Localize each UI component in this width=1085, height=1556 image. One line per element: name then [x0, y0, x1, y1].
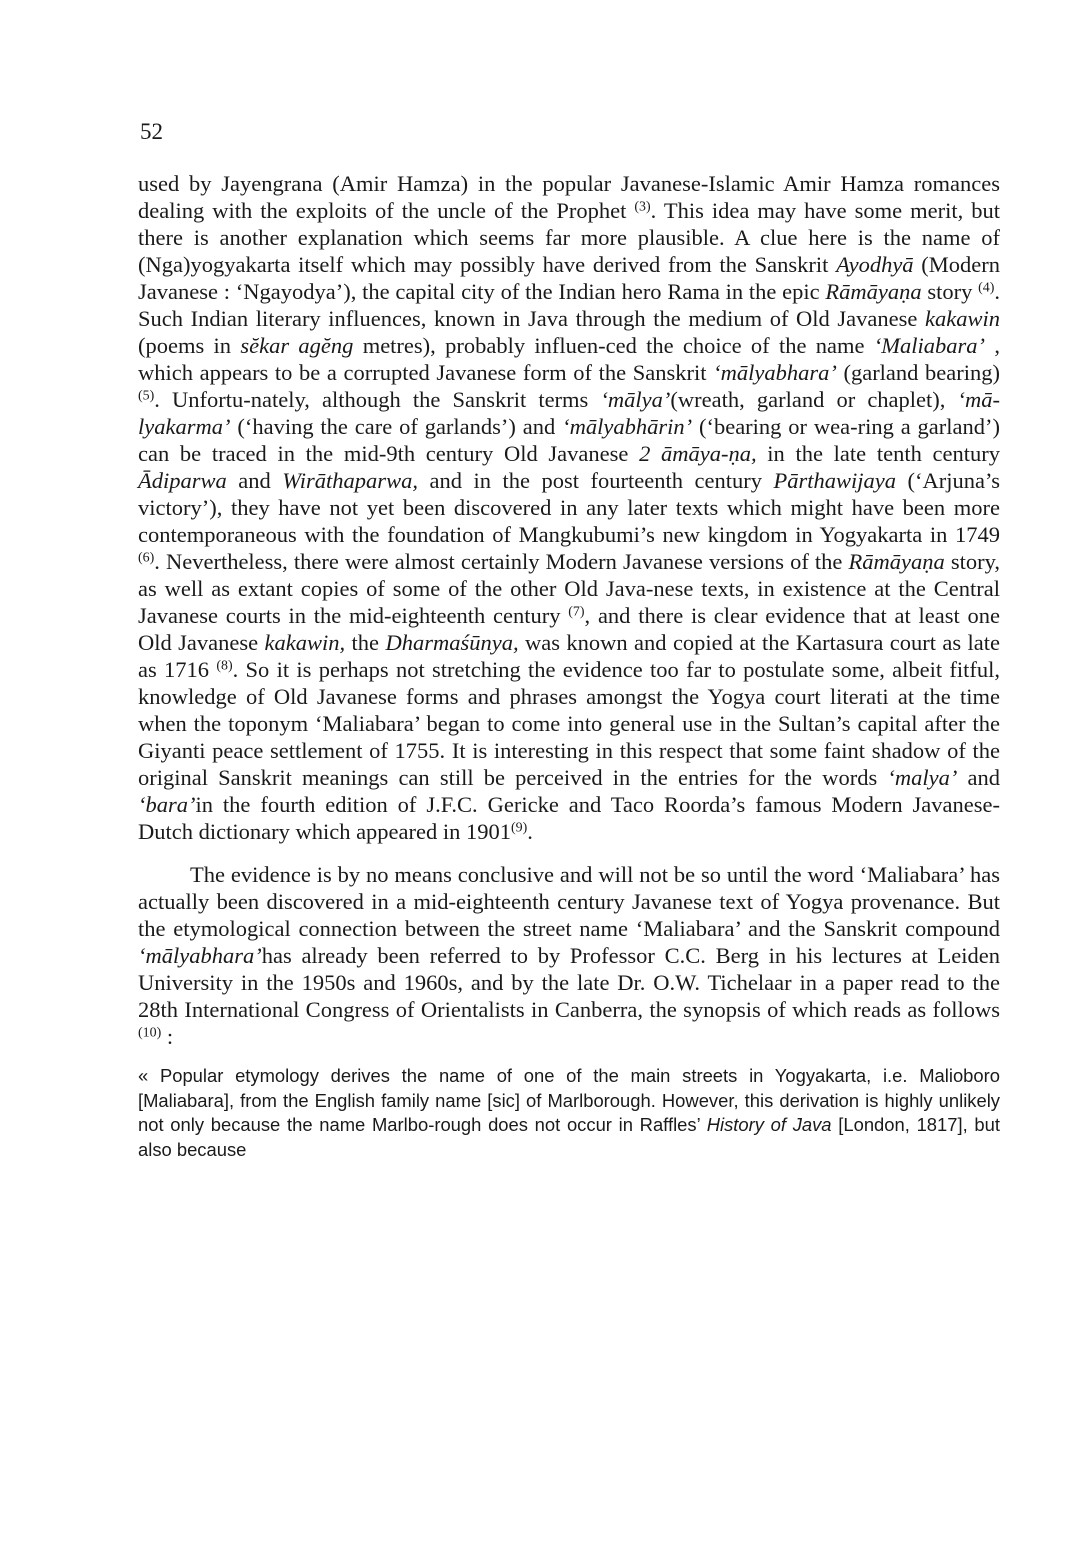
text-run: [London, 1817], but also because — [138, 1114, 1000, 1160]
text-run: « Popular etymology derives the name of one of the main streets in Yogyakarta, i.e. Malioboro [Maliabara], from the English family name [sic] of Marlborough. However, this derivation is highly unlikely not only because the name Marlbo-rough does not occur in Raffles’ — [138, 1065, 1000, 1135]
text-run: (‘bearing or wea-ring a garland’) can be traced in the mid-9th century Old Javanese — [138, 414, 1001, 466]
term-wirathaparwa: Wirāthaparwa, — [282, 468, 418, 493]
text-run: : — [161, 1024, 174, 1049]
footnote-ref-3: (3) — [634, 199, 651, 215]
text-run: in the late tenth century — [756, 441, 1000, 466]
text-run: the — [345, 630, 386, 655]
text-run: (wreath, garland or chaplet), — [670, 387, 958, 412]
text-run: has already been referred to by Professor C.C. Berg in his lectures at Leiden University in the 1950s and 1960s, and by the late Dr. O.W. Tichelaar in a paper read to the 28th International Congress of Orientalists in Canberra, the synopsis of which reads as follows — [138, 943, 1000, 1022]
footnote-ref-5: (5) — [138, 388, 155, 404]
footnote-ref-8: (8) — [216, 658, 233, 674]
text-run: (‘Arjuna’s victory’), they have not yet been discovered in any later texts which might have been more contemporaneous with the foundation of Mangkubumi’s new kingdom in Yogyakarta in 1749 — [138, 468, 1000, 547]
text-run: . Unfortu-nately, although the Sanskrit terms — [154, 387, 601, 412]
text-run: . Such Indian literary influences, known in Java through the medium of Old Javanese — [138, 279, 1000, 331]
term-malyakarma: ‘mā-lyakarma’ — [138, 387, 1000, 439]
footnote-ref-10: (10) — [138, 1025, 162, 1041]
term-ramayana: Rāmāyaṇa — [848, 549, 945, 574]
text-run: (‘having the care of garlands’) and — [230, 414, 563, 439]
term-ramayana: Rāmāyaṇa — [825, 279, 922, 304]
text-run: (poems in — [138, 333, 241, 358]
term-maliabara: ‘Maliabara’ — [873, 333, 986, 358]
footnote-ref-6: (6) — [138, 550, 155, 566]
text-run: . Nevertheless, there were almost certainly Modern Javanese versions of the — [154, 549, 849, 574]
text-run: . This idea may have some merit, but there is another explanation which seems far more plausible. A clue here is the name of (Nga)yogyakarta itself which may possibly have derived from the Sanskrit — [138, 198, 1001, 277]
text-run: story, as well as extant copies of some of the other Old Java-nese texts, in existence at the Central Javanese courts in the mid-eighteenth century — [138, 549, 1000, 628]
text-run: (Modern Javanese : ‘Ngayodya’), the capital city of the Indian hero Rama in the epic — [138, 252, 1000, 304]
text-run: The evidence is by no means conclusive and will not be so until the word ‘Maliabara’ has actually been discovered in a mid-eighteenth century Javanese text of Yogya provenance. But the etymological connection between the street name ‘Maliabara’ and the Sanskrit compound — [138, 862, 1000, 941]
book-title: History of Java — [706, 1114, 832, 1135]
term-bara: ‘bara’ — [138, 792, 196, 817]
term-malya: ‘malya’ — [887, 765, 958, 790]
text-run: and — [226, 468, 283, 493]
text-run: , which appears to be a corrupted Javanese form of the Sanskrit — [138, 333, 1000, 385]
page-number: 52 — [140, 119, 163, 144]
term-kakawin: kakawin, — [264, 630, 346, 655]
term-ayodhya: Ayodhyā — [836, 252, 914, 277]
term-ramayana-old: 2 āmāya-ṇa, — [639, 441, 757, 466]
term-malyabhara: ‘mālyabhara’ — [138, 943, 262, 968]
text-run: . So it is perhaps not stretching the evidence too far to postulate some, albeit fitful, knowledge of Old Javanese forms and phrases amongst the Yogya court literati at the time when the toponym ‘Maliabara’ began to come into general use in the Sultan’s capital after the Giyanti peace settlement of 1755. It is interesting in this respect that some faint shadow of the original Sanskrit meanings can still be perceived in the entries for the words — [138, 657, 1000, 790]
term-malyabhara: ‘mālyabhara’ — [713, 360, 837, 385]
term-kakawin: kakawin — [925, 306, 1000, 331]
text-run: and — [957, 765, 1000, 790]
text-run: was known and copied at the Kartasura court as late as 1716 — [138, 630, 1000, 682]
text-run: metres), probably influen-ced the choice of the name — [353, 333, 874, 358]
term-malya: ‘mālya’ — [600, 387, 671, 412]
text-run: . — [527, 819, 533, 844]
text-run: in the fourth edition of J.F.C. Gericke and Taco Roorda’s famous Modern Javanese-Dutch dictionary which appeared in 1901 — [138, 792, 1000, 844]
text-run: and in the post fourteenth century — [417, 468, 774, 493]
text-run: used by Jayengrana (Amir Hamza) in the popular Javanese-Islamic Amir Hamza romances dealing with the exploits of the uncle of the Prophet — [138, 171, 1000, 223]
term-malyabharin: ‘mālyabhārin’ — [562, 414, 693, 439]
footnote-ref-4: (4) — [978, 280, 995, 296]
term-parthawijaya: Pārthawijaya — [773, 468, 896, 493]
block-quote — [138, 1064, 1000, 1162]
term-adiparwa: Ādiparwa — [138, 468, 227, 493]
footnote-ref-9: (9) — [511, 820, 528, 836]
footnote-ref-7: (7) — [568, 604, 585, 620]
body-text — [138, 170, 1000, 1162]
term-dharmasunya: Dharmaśūnya, — [385, 630, 519, 655]
text-run: (garland bearing) — [836, 360, 1000, 385]
term-sekar-ageng: sĕkar agĕng — [240, 333, 354, 358]
paragraph-main — [138, 170, 1000, 845]
paragraph-evidence — [138, 861, 1000, 1050]
text-run: , and there is clear evidence that at least one Old Javanese — [138, 603, 1000, 655]
text-run: story — [921, 279, 979, 304]
